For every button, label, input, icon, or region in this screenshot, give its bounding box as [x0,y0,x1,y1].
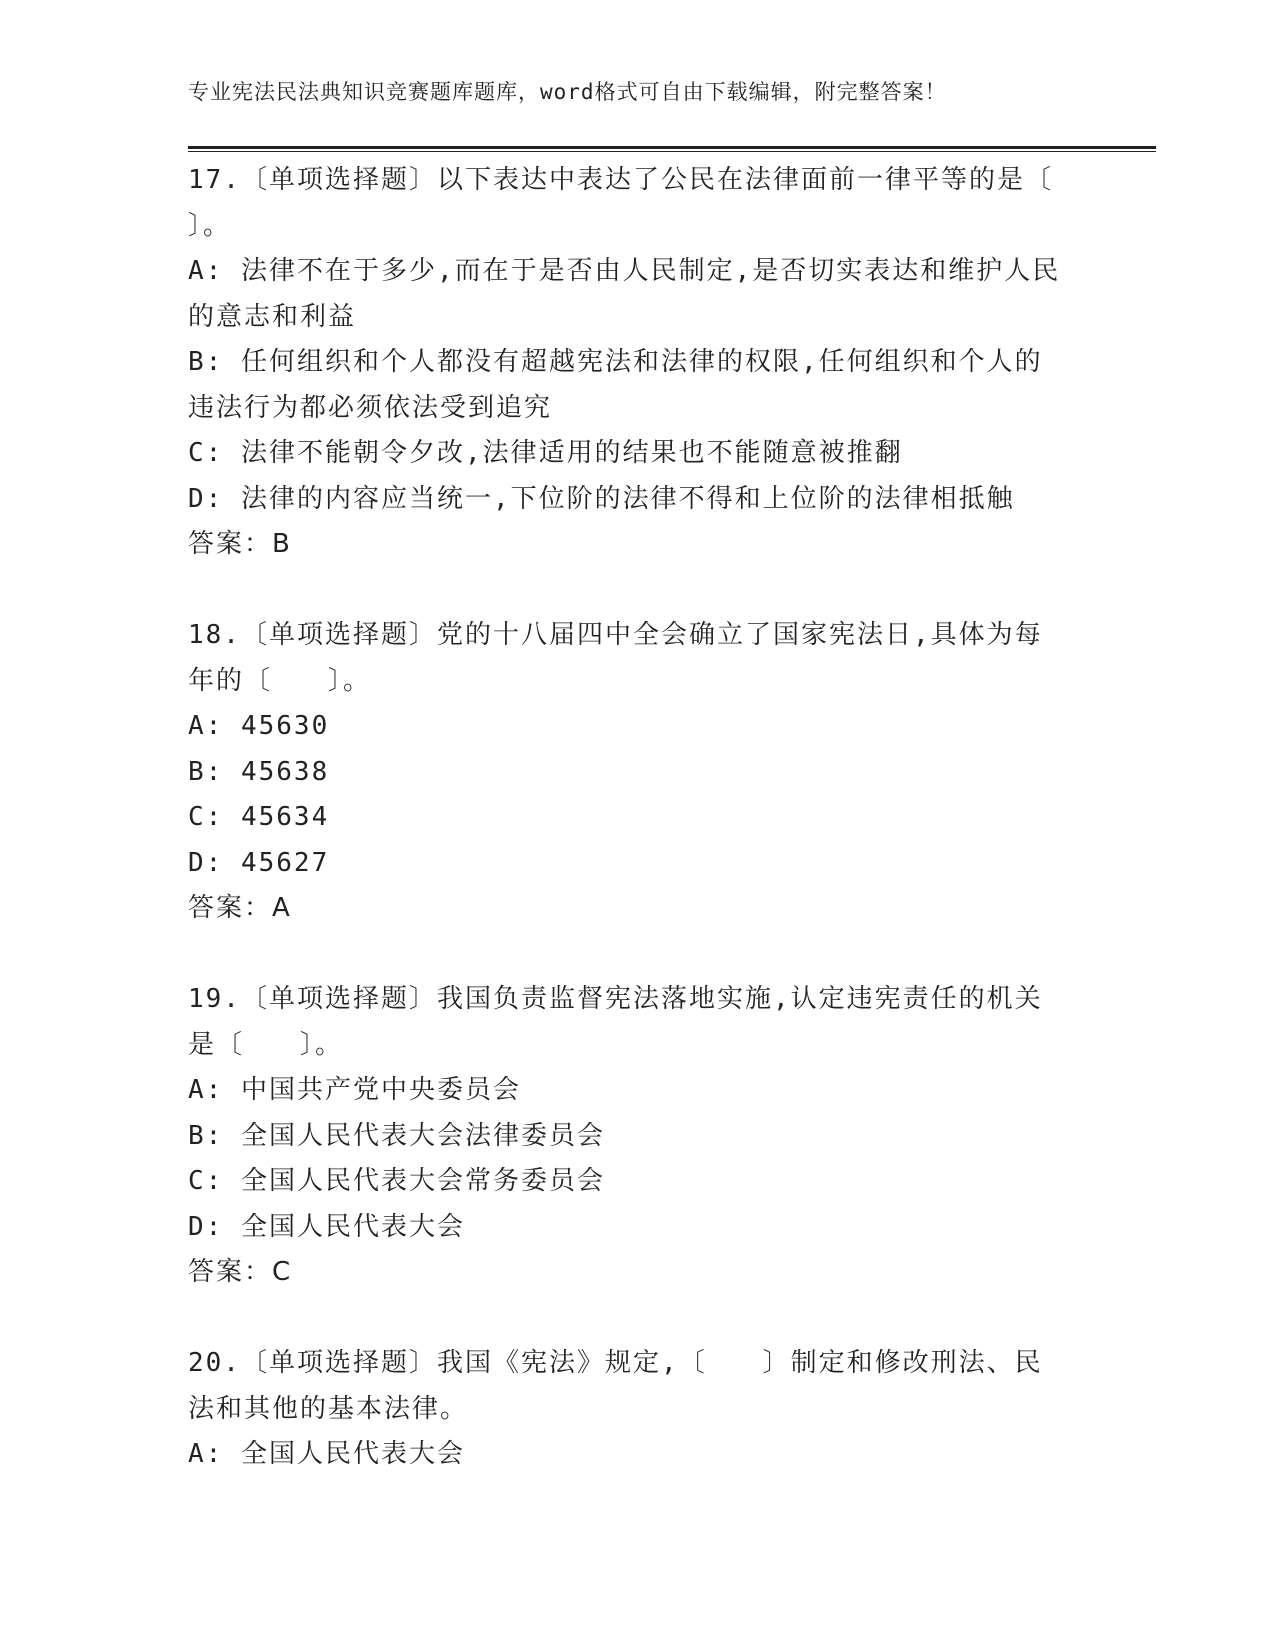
header-rule-thick [188,146,1156,149]
question-stem: 17.〔单项选择题〕以下表达中表达了公民在法律面前一律平等的是〔 〕。 [188,165,1071,241]
option-a: A: 法律不在于多少,而在于是否由人民制定,是否切实表达和维护人民的意志和利益 [188,256,1061,332]
option-c: C: 全国人民代表大会常务委员会 [188,1166,605,1196]
question-18 [188,613,1078,932]
option-b: B: 全国人民代表大会法律委员会 [188,1120,605,1151]
question-stem: 20.〔单项选择题〕我国《宪法》规定,〔 〕制定和修改刑法、民法和其他的基本法律。 [188,1348,1043,1424]
answer-line: 答案：A [188,893,292,923]
question-17 [188,158,1078,568]
option-d: D: 45627 [188,847,330,878]
option-b: B: 45638 [188,756,330,787]
answer-line: 答案：B [188,529,292,559]
option-a: A: 全国人民代表大会 [188,1439,465,1469]
question-stem: 18.〔单项选择题〕党的十八届四中全会确立了国家宪法日,具体为每年的〔 〕。 [188,620,1043,696]
option-a: A: 中国共产党中央委员会 [188,1075,521,1105]
option-c: C: 45634 [188,802,330,832]
question-stem: 19.〔单项选择题〕我国负责监督宪法落地实施,认定违宪责任的机关是〔 〕。 [188,984,1043,1060]
option-c: C: 法律不能朝令夕改,法律适用的结果也不能随意被推翻 [188,438,903,468]
question-20 [188,1341,1078,1478]
option-a: A: 45630 [188,711,330,741]
option-d: D: 法律的内容应当统一,下位阶的法律不得和上位阶的法律相抵触 [188,483,1015,514]
question-19 [188,977,1078,1296]
option-b: B: 任何组织和个人都没有超越宪法和法律的权限,任何组织和个人的违法行为都必须依法受到追究 [188,347,1043,423]
header-rule-thin [188,151,1156,152]
answer-line: 答案：C [188,1257,293,1287]
page-header: 专业宪法民法典知识竞赛题库题库，word格式可自由下载编辑，附完整答案！ [188,80,947,104]
question-list [188,158,1078,1478]
option-d: D: 全国人民代表大会 [188,1211,465,1242]
